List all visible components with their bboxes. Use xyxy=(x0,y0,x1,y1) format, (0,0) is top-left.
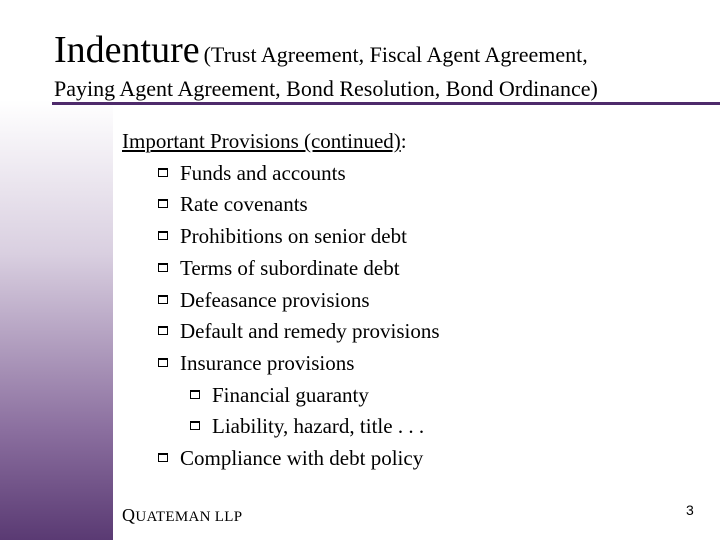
firm-name xyxy=(122,505,242,526)
list-item xyxy=(122,316,440,348)
title-subtitle-line2: Paying Agent Agreement, Bond Resolution, Bond Ordinance) xyxy=(54,76,598,101)
list-item xyxy=(122,253,440,285)
list-item-text: Default and remedy provisions xyxy=(180,319,440,344)
sub-list-item xyxy=(122,411,440,443)
section-heading-text: Important Provisions (continued) xyxy=(122,129,401,153)
hollow-square-bullet-icon xyxy=(190,421,200,430)
list-item xyxy=(122,285,440,317)
hollow-square-bullet-icon xyxy=(158,326,168,335)
list-item-text: Defeasance provisions xyxy=(180,287,370,312)
firm-name-rest: UATEMAN LLP xyxy=(135,509,243,525)
hollow-square-bullet-icon xyxy=(158,199,168,208)
list-item xyxy=(122,443,440,475)
list-item-text: Insurance provisions xyxy=(180,350,355,375)
list-item xyxy=(122,189,440,221)
hollow-square-bullet-icon xyxy=(158,358,168,367)
list-item xyxy=(122,348,440,380)
hollow-square-bullet-icon xyxy=(158,453,168,462)
list-item-text: Rate covenants xyxy=(180,192,308,217)
hollow-square-bullet-icon xyxy=(158,295,168,304)
section-heading-colon: : xyxy=(400,129,407,153)
slide-title xyxy=(54,28,588,72)
list-item-text: Terms of subordinate debt xyxy=(180,255,400,280)
slide-body xyxy=(122,126,440,475)
list-item-text: Funds and accounts xyxy=(180,160,346,185)
list-item xyxy=(122,221,440,253)
title-divider xyxy=(52,102,720,105)
sub-list-item xyxy=(122,380,440,412)
decorative-gradient-bar xyxy=(0,100,113,540)
title-subtitle-line1: (Trust Agreement, Fiscal Agent Agreement, xyxy=(203,42,588,67)
page-number: 3 xyxy=(686,502,694,518)
hollow-square-bullet-icon xyxy=(190,390,200,399)
sub-list-item-text: Liability, hazard, title . . . xyxy=(212,414,425,439)
sub-list-item-text: Financial guaranty xyxy=(212,382,369,407)
title-main: Indenture xyxy=(54,29,200,71)
firm-name-initial: Q xyxy=(122,505,136,525)
hollow-square-bullet-icon xyxy=(158,168,168,177)
section-heading xyxy=(122,126,440,158)
hollow-square-bullet-icon xyxy=(158,231,168,240)
list-item-text: Compliance with debt policy xyxy=(180,446,424,471)
list-item xyxy=(122,158,440,190)
hollow-square-bullet-icon xyxy=(158,263,168,272)
list-item-text: Prohibitions on senior debt xyxy=(180,224,407,249)
